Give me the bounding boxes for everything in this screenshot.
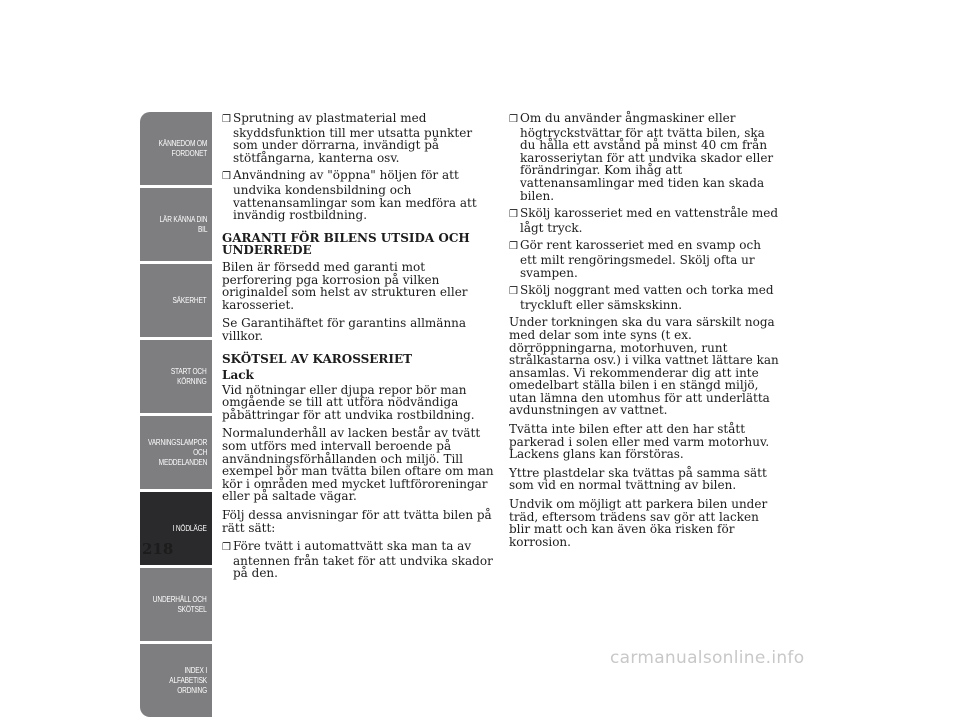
paragraph: Följ dessa anvisningar för att tvätta bilen på rätt sätt: <box>222 508 492 535</box>
bullet-item: ❒ Skölj karosseriet med en vattenstråle med lågt tryck. <box>509 206 779 235</box>
bullet-item: ❒ Om du använder ångmaskiner eller högtryckstvättar för att tvätta bilen, ska du hålla ett avstånd på minst 40 cm från karosseriytan för att undvika skador eller förändringar. Kom ihåg att vattenansamlingar med tiden kan skada bilen. <box>509 111 774 203</box>
section-sidebar <box>140 112 212 720</box>
checkbox-bullet-icon: ❒ <box>222 114 231 125</box>
bullet-item: ❒ Före tvätt i automattvätt ska man ta av antennen från taket för att undvika skador på den. <box>222 539 493 581</box>
paragraph: Vid nötningar eller djupa repor bör man omgående se till att utföra nödvändiga påbättringar för att undvika rostbildning. <box>222 382 475 422</box>
paragraph: Se Garantihäftet för garantins allmänna villkor. <box>222 316 467 343</box>
heading-warranty: GARANTI FÖR BILENS UTSIDA OCH UNDERREDE <box>222 230 470 258</box>
paragraph: Bilen är försedd med garanti mot perforering pga korrosion på vilken originaldel som helst av strukturen eller karosseriet. <box>222 259 468 312</box>
bullet-item: ❒ Användning av "öppna" höljen för att undvika kondensbildning och vattenansamlingar som kan medföra att invändig rostbildning. <box>222 168 477 223</box>
paragraph: Undvik om möjligt att parkera bilen under träd, eftersom trädens sav gör att lacken blir matt och kan även öka risken för korrosion. <box>509 497 768 549</box>
paragraph: Normalunderhåll av lacken består av tvätt som utförs med intervall beroende på användningsförhållanden och miljö. Till exempel bör man tvätta bilen oftare om man kör i områden med mycket luftföroreningar eller på saltade vägar. <box>222 426 494 504</box>
bullet-item: ❒ Sprutning av plastmaterial med skyddsfunktion till mer utsatta punkter som under dörrarna, invändigt på stötfångarna, kanterna osv. <box>222 111 473 165</box>
checkbox-bullet-icon: ❒ <box>222 171 231 183</box>
tab-varningslampor[interactable] <box>140 416 212 489</box>
page-number: 218 <box>142 540 174 558</box>
subheading-paint: Lack <box>222 368 254 383</box>
checkbox-bullet-icon: ❒ <box>509 114 518 125</box>
tab-label: I NÖDLÄGE <box>172 523 207 533</box>
watermark: carmanualsonline.info <box>610 648 805 668</box>
heading-care: SKÖTSEL AV KAROSSERIET <box>222 351 413 366</box>
tab-start[interactable] <box>140 340 212 413</box>
paragraph: Yttre plastdelar ska tvättas på samma sätt som vid en normal tvättning av bilen. <box>509 465 767 493</box>
tab-lar-kanna[interactable] <box>140 188 212 261</box>
tab-label: LÄR KÄNNA DIN BIL <box>159 214 207 234</box>
tab-label: START OCH KÖRNING <box>171 366 207 386</box>
tab-label: UNDERHÅLL OCH SKÖTSEL <box>153 594 207 614</box>
bullet-item: ❒ Skölj noggrant med vatten och torka med tryckluft eller sämskskinn. <box>509 283 774 312</box>
paragraph: Under torkningen ska du vara särskilt noga med delar som inte syns (t ex. dörröppningarna, motorhuven, runt strålkastarna osv.) i vilka vattnet lättare kan ansamlas. Vi rekommenderar dig att inte omedelbart ställa bilen i en stängd miljö, utan lämna den utomhus för att underlätta avdunstningen av vattnet. <box>509 315 779 418</box>
bullet-item: ❒ Gör rent karosseriet med en svamp och ett milt rengöringsmedel. Skölj ofta ur svampen. <box>509 238 761 280</box>
tab-label: KÄNNEDOM OM FORDONET <box>158 138 207 158</box>
checkbox-bullet-icon: ❒ <box>222 542 231 554</box>
paragraph: Tvätta inte bilen efter att den har stått parkerad i solen eller med varm motorhuv. Lackens glans kan förstöras. <box>509 422 770 462</box>
tab-index[interactable] <box>140 644 212 717</box>
checkbox-bullet-icon: ❒ <box>509 241 518 253</box>
column-right <box>509 112 781 554</box>
checkbox-bullet-icon: ❒ <box>509 286 518 298</box>
tab-label: VARNINGSLAMPOR OCH MEDDELANDEN <box>147 437 207 467</box>
tab-sakerhet[interactable] <box>140 264 212 337</box>
tab-fordonet[interactable] <box>140 112 212 185</box>
tab-label: SÄKERHET <box>172 295 207 305</box>
checkbox-bullet-icon: ❒ <box>509 209 518 221</box>
tab-underhall[interactable] <box>140 568 212 641</box>
column-left <box>222 112 494 585</box>
tab-label: INDEX I ALFABETISK ORDNING <box>169 665 207 695</box>
